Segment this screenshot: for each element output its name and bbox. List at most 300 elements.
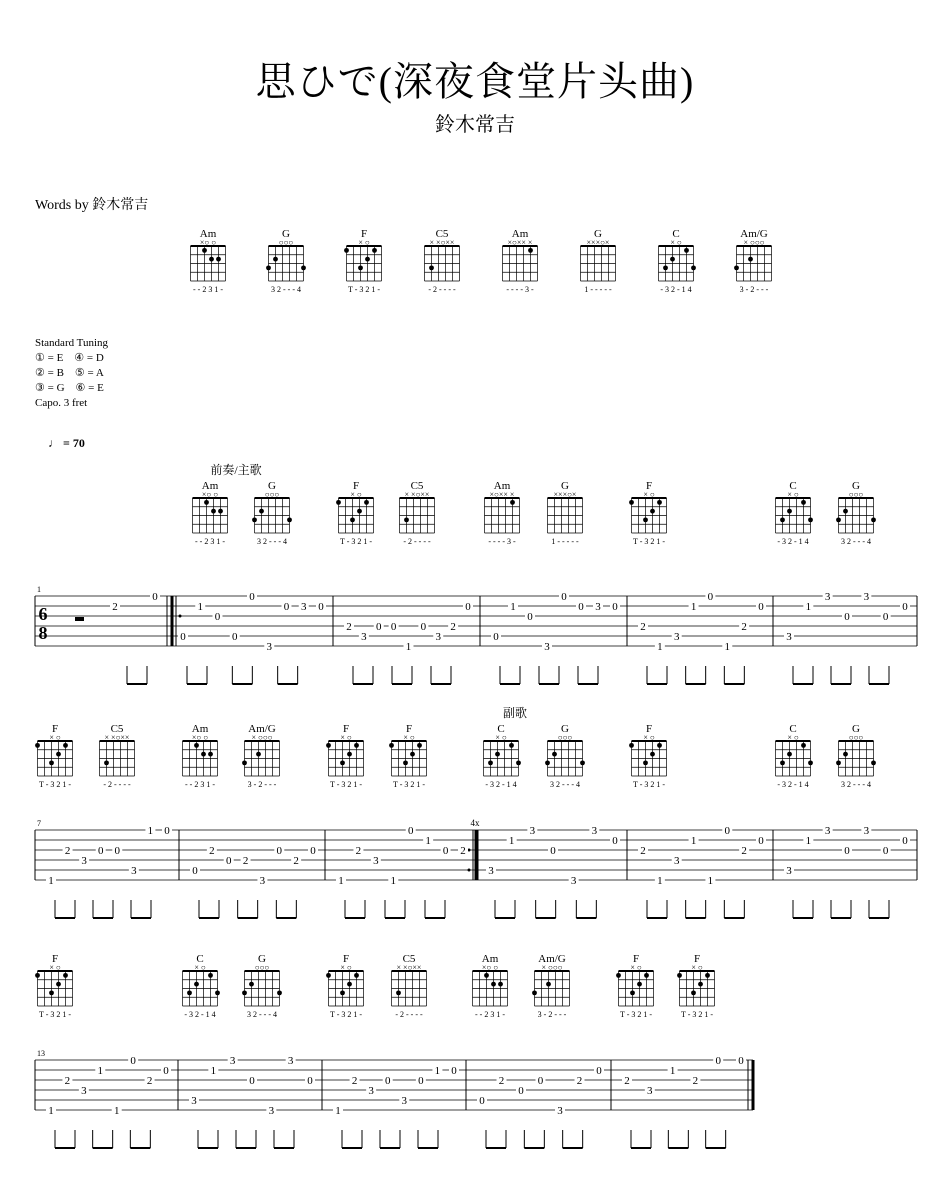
- chord-name: G: [561, 480, 569, 492]
- fret-number: 2: [351, 1075, 358, 1087]
- chord-finger-dot: [63, 973, 68, 978]
- chord-diagram: [776, 723, 813, 789]
- fret-number: 0: [376, 621, 382, 633]
- chord-finger-dot: [208, 973, 213, 978]
- chord-diagram: [485, 480, 520, 546]
- fret-number: 1: [508, 835, 515, 847]
- chord-name: G: [282, 228, 290, 240]
- chord-name: C: [196, 953, 204, 965]
- chord-name: C5: [110, 723, 124, 735]
- chord-finger-dot: [801, 500, 806, 505]
- fret-number: 0: [276, 845, 283, 857]
- chord-finger-dot: [347, 752, 352, 757]
- fret-number: 1: [510, 601, 516, 613]
- chord-finger-dot: [365, 257, 370, 262]
- fret-number: 0: [882, 611, 889, 623]
- chord-string-markers: ○○○: [848, 733, 864, 742]
- chord-finger-dot: [344, 248, 349, 253]
- chord-diagram: [734, 228, 771, 294]
- fret-number: 2: [242, 855, 249, 867]
- chord-name: C5: [435, 228, 449, 240]
- chord-diagram: [242, 953, 282, 1019]
- fret-number: 2: [741, 845, 747, 857]
- fret-number: 2: [355, 845, 362, 857]
- chord-finger-numbers: T - 3 2 1 -: [392, 780, 426, 789]
- chord-diagram: [836, 480, 876, 546]
- chord-finger-dot: [194, 982, 199, 987]
- fret-number: 3: [786, 631, 792, 643]
- chord-name: G: [852, 480, 860, 492]
- fret-number: 0: [596, 1065, 602, 1077]
- chord-finger-dot: [403, 760, 408, 765]
- chord-finger-dot: [684, 248, 689, 253]
- chord-string-markers: × ○: [350, 490, 362, 499]
- fret-number: 0: [249, 1075, 255, 1087]
- fret-number: 3: [529, 825, 536, 837]
- chord-finger-dot: [836, 517, 841, 522]
- fret-number: 3: [361, 631, 367, 643]
- fret-number: 0: [407, 825, 414, 837]
- chord-diagram: [484, 723, 521, 789]
- chord-finger-dot: [104, 760, 109, 765]
- chord-finger-dot: [336, 500, 341, 505]
- measure-number: 1: [37, 585, 41, 594]
- measure-number: 13: [37, 1049, 45, 1058]
- chord-finger-numbers: - 2 - - - -: [403, 537, 431, 546]
- chord-finger-dot: [650, 752, 655, 757]
- chord-finger-numbers: 3 2 - - - 4: [841, 780, 871, 789]
- rest-symbol: [75, 617, 84, 621]
- chord-finger-numbers: 3 2 - - - 4: [271, 285, 301, 294]
- chord-finger-dot: [670, 257, 675, 262]
- chord-finger-dot: [354, 743, 359, 748]
- chord-name: C5: [410, 480, 424, 492]
- chord-finger-dot: [580, 760, 585, 765]
- chord-name: F: [405, 723, 413, 735]
- chord-finger-dot: [657, 500, 662, 505]
- tuning-label: Standard Tuning: [35, 337, 109, 349]
- chord-finger-dot: [357, 509, 362, 514]
- fret-number: 0: [390, 621, 397, 633]
- chord-finger-numbers: T - 3 2 1 -: [619, 1010, 653, 1019]
- chord-finger-numbers: - - 2 3 1 -: [195, 537, 225, 546]
- chord-string-markers: × ○: [630, 963, 642, 972]
- chord-name: F: [352, 480, 360, 492]
- fret-number: 0: [518, 1085, 524, 1097]
- chord-finger-numbers: - 3 2 - 1 4: [777, 780, 809, 789]
- chord-string-markers: × ○: [340, 733, 352, 742]
- fret-number: 0: [310, 845, 316, 857]
- fret-number: 3: [266, 641, 272, 653]
- chord-finger-dot: [801, 743, 806, 748]
- words-credit: Words by 鈴木常吉: [35, 198, 149, 213]
- chord-name: C: [672, 228, 680, 240]
- chord-finger-numbers: T - 3 2 1 -: [38, 780, 72, 789]
- fret-number: 2: [741, 621, 747, 633]
- tuning-string: ③ = G: [35, 382, 65, 394]
- chord-finger-numbers: - 2 - - - -: [103, 780, 131, 789]
- chord-name: Am: [199, 228, 217, 240]
- fret-number: 1: [805, 601, 812, 613]
- chord-finger-dot: [528, 248, 533, 253]
- chord-diagram: [193, 480, 228, 546]
- chord-name: G: [268, 480, 276, 492]
- fret-number: 1: [669, 1065, 676, 1077]
- chord-finger-dot: [201, 752, 206, 757]
- chord-diagram: [336, 480, 373, 546]
- fret-number: 0: [249, 591, 255, 603]
- chord-finger-dot: [404, 517, 409, 522]
- chord-diagram: [389, 723, 426, 789]
- chord-finger-dot: [340, 990, 345, 995]
- fret-number: 0: [550, 845, 556, 857]
- fret-number: 3: [435, 631, 441, 643]
- chord-finger-dot: [56, 752, 61, 757]
- chord-string-markers: × ×○××: [396, 963, 422, 972]
- chord-diagram: [35, 953, 72, 1019]
- fret-number: 0: [192, 865, 198, 877]
- chord-name: Am/G: [248, 723, 276, 735]
- fret-number: 0: [232, 631, 238, 643]
- chord-string-markers: × ○○○: [251, 733, 273, 742]
- chord-finger-dot: [808, 517, 813, 522]
- fret-number: 0: [738, 1055, 744, 1067]
- chord-diagram: [183, 723, 218, 789]
- tuning-string: ⑥ = E: [75, 382, 104, 394]
- fret-number: 3: [863, 825, 870, 837]
- chord-finger-dot: [545, 760, 550, 765]
- fret-number: 0: [451, 1065, 457, 1077]
- chord-finger-dot: [677, 973, 682, 978]
- quarter-note-icon: ♩: [48, 436, 60, 450]
- fret-number: 3: [647, 1085, 653, 1097]
- chord-diagram: [252, 480, 292, 546]
- fret-number: 0: [707, 591, 714, 603]
- chord-name: Am: [493, 480, 511, 492]
- chord-finger-dot: [657, 743, 662, 748]
- chord-finger-dot: [644, 973, 649, 978]
- chord-finger-dot: [372, 248, 377, 253]
- chord-string-markers: × ○○○: [743, 238, 765, 247]
- chord-finger-dot: [808, 760, 813, 765]
- chord-diagram: [659, 228, 696, 294]
- chord-diagram: [677, 953, 714, 1019]
- fret-number: 0: [578, 601, 584, 613]
- fret-number: 3: [824, 825, 831, 837]
- fret-number: 2: [498, 1075, 505, 1087]
- chord-string-markers: ×○ ○: [199, 238, 217, 247]
- chord-name: F: [360, 228, 368, 240]
- fret-number: 1: [724, 641, 731, 653]
- fret-number: 0: [97, 845, 104, 857]
- chord-finger-dot: [410, 752, 415, 757]
- chord-diagram: [266, 228, 306, 294]
- fret-number: 0: [442, 845, 449, 857]
- chord-finger-dot: [35, 973, 40, 978]
- chord-finger-dot: [629, 743, 634, 748]
- chord-name: F: [342, 723, 350, 735]
- chord-name: C: [789, 723, 797, 735]
- fret-number: 0: [152, 591, 158, 603]
- chord-name: Am: [481, 953, 499, 965]
- chord-finger-numbers: T - 3 2 1 -: [329, 1010, 363, 1019]
- chord-name: C5: [402, 953, 416, 965]
- chord-finger-dot: [396, 990, 401, 995]
- fret-number: 0: [844, 611, 850, 623]
- chord-finger-dot: [56, 982, 61, 987]
- fret-number: 3: [673, 631, 680, 643]
- section-label: 副歌: [502, 706, 528, 720]
- fret-number: 3: [373, 855, 379, 867]
- fret-number: 1: [434, 1065, 441, 1077]
- fret-number: 1: [690, 835, 697, 847]
- chord-name: Am: [191, 723, 209, 735]
- chord-finger-dot: [216, 257, 221, 262]
- fret-number: 3: [824, 591, 831, 603]
- song-title: 思ひで(深夜食堂片头曲): [255, 59, 695, 104]
- chord-diagram: [183, 953, 220, 1019]
- time-signature-bottom: 8: [38, 623, 48, 643]
- chord-diagram: [473, 953, 508, 1019]
- chord-string-markers: × ○: [643, 490, 655, 499]
- chord-string-markers: ○○○: [848, 490, 864, 499]
- fret-number: 0: [902, 835, 908, 847]
- chord-finger-numbers: 3 - 2 - - -: [247, 780, 277, 789]
- chord-finger-dot: [650, 509, 655, 514]
- fret-number: 1: [405, 641, 412, 653]
- chord-diagram: [548, 480, 583, 546]
- chord-diagram: [532, 953, 569, 1019]
- fret-number: 1: [657, 641, 663, 653]
- chord-string-markers: ×××○×: [553, 490, 577, 499]
- chord-diagram: [344, 228, 381, 294]
- fret-number: 3: [131, 865, 137, 877]
- fret-number: 0: [318, 601, 324, 613]
- chord-diagram: [545, 723, 585, 789]
- chord-finger-dot: [429, 265, 434, 270]
- fret-number: 1: [707, 875, 714, 887]
- fret-number: 3: [368, 1085, 374, 1097]
- chord-name: Am: [511, 228, 529, 240]
- chord-finger-dot: [194, 743, 199, 748]
- chord-finger-dot: [510, 500, 515, 505]
- chord-finger-numbers: - - 2 3 1 -: [193, 285, 223, 294]
- chord-finger-dot: [389, 743, 394, 748]
- chord-string-markers: ×××○×: [586, 238, 610, 247]
- fret-number: 0: [384, 1075, 391, 1087]
- chord-finger-dot: [484, 973, 489, 978]
- chord-finger-dot: [698, 982, 703, 987]
- chord-string-markers: × ○: [49, 733, 61, 742]
- chord-name: G: [852, 723, 860, 735]
- chord-finger-dot: [871, 517, 876, 522]
- chord-diagram: [425, 228, 460, 294]
- tuning-string: ① = E: [35, 352, 64, 364]
- chord-string-markers: × ○: [403, 733, 415, 742]
- fret-number: 3: [591, 825, 598, 837]
- chord-string-markers: × ○: [691, 963, 703, 972]
- chord-finger-dot: [871, 760, 876, 765]
- fret-number: 0: [307, 1075, 313, 1087]
- chord-finger-dot: [259, 509, 264, 514]
- chord-finger-dot: [691, 265, 696, 270]
- fret-number: 3: [863, 591, 870, 603]
- fret-number: 2: [450, 621, 456, 633]
- measure-number: 7: [37, 819, 41, 828]
- fret-number: 3: [229, 1055, 236, 1067]
- chord-string-markers: ○○○: [264, 490, 280, 499]
- fret-number: 1: [113, 1105, 120, 1117]
- chord-finger-numbers: 3 - 2 - - -: [537, 1010, 567, 1019]
- fret-number: 1: [425, 835, 431, 847]
- fret-number: 2: [640, 621, 646, 633]
- chord-name: F: [51, 723, 59, 735]
- chord-finger-dot: [63, 743, 68, 748]
- chord-string-markers: ×○×× ×: [507, 238, 533, 247]
- chord-name: G: [258, 953, 266, 965]
- chord-finger-dot: [242, 990, 247, 995]
- chord-finger-dot: [630, 990, 635, 995]
- fret-number: 0: [902, 601, 908, 613]
- chord-finger-dot: [509, 743, 514, 748]
- chord-diagram: [616, 953, 653, 1019]
- chord-finger-dot: [498, 982, 503, 987]
- tuning-string: ⑤ = A: [74, 367, 104, 379]
- chord-finger-dot: [705, 973, 710, 978]
- fret-number: 0: [214, 611, 221, 623]
- chord-string-markers: × ○: [495, 733, 507, 742]
- chord-finger-dot: [643, 760, 648, 765]
- fret-number: 0: [724, 825, 731, 837]
- fret-number: 0: [493, 631, 499, 643]
- chord-finger-numbers: - - - - 3 -: [488, 537, 516, 546]
- chord-string-markers: × ×○××: [429, 238, 455, 247]
- tempo-value: = 70: [63, 436, 85, 450]
- chord-finger-dot: [340, 760, 345, 765]
- chord-string-markers: × ○: [643, 733, 655, 742]
- fret-number: 3: [191, 1095, 197, 1107]
- chord-finger-dot: [273, 257, 278, 262]
- fret-number: 2: [112, 601, 118, 613]
- chord-finger-dot: [266, 265, 271, 270]
- chord-string-markers: × ○: [787, 733, 799, 742]
- chord-finger-dot: [218, 509, 223, 514]
- chord-finger-dot: [208, 752, 213, 757]
- chord-string-markers: ×○ ○: [201, 490, 219, 499]
- fret-number: 2: [64, 845, 71, 857]
- chord-finger-dot: [734, 265, 739, 270]
- chord-string-markers: ○○○: [557, 733, 573, 742]
- chord-finger-dot: [215, 990, 220, 995]
- chord-finger-numbers: 3 - 2 - - -: [739, 285, 769, 294]
- chord-finger-numbers: 3 2 - - - 4: [257, 537, 287, 546]
- fret-number: 2: [692, 1075, 699, 1087]
- chord-finger-numbers: - - - - 3 -: [506, 285, 534, 294]
- chord-name: G: [594, 228, 602, 240]
- fret-number: 3: [268, 1105, 275, 1117]
- fret-number: 0: [715, 1055, 721, 1067]
- chord-name: F: [342, 953, 350, 965]
- section-label: 前奏/主歌: [210, 463, 262, 477]
- chord-finger-numbers: 3 2 - - - 4: [247, 1010, 277, 1019]
- chord-finger-numbers: - 3 2 - 1 4: [184, 1010, 216, 1019]
- chord-diagram: [400, 480, 435, 546]
- chord-finger-dot: [495, 752, 500, 757]
- fret-number: 0: [612, 601, 618, 613]
- fret-number: 1: [48, 1105, 54, 1117]
- capo-label: Capo. 3 fret: [35, 397, 88, 409]
- chord-finger-dot: [256, 752, 261, 757]
- chord-name: C: [497, 723, 505, 735]
- chord-finger-dot: [488, 760, 493, 765]
- chord-finger-dot: [35, 743, 40, 748]
- chord-finger-dot: [187, 990, 192, 995]
- fret-number: 0: [612, 835, 618, 847]
- chord-finger-dot: [49, 760, 54, 765]
- tuning-string: ② = B: [35, 367, 64, 379]
- chord-string-markers: × ○: [787, 490, 799, 499]
- fret-number: 3: [488, 865, 494, 877]
- chord-name: Am/G: [538, 953, 566, 965]
- chord-finger-dot: [780, 517, 785, 522]
- fret-number: 3: [570, 875, 577, 887]
- time-signature-top: 6: [38, 604, 48, 624]
- chord-diagram: [581, 228, 616, 294]
- chord-diagram: [35, 723, 72, 789]
- fret-number: 1: [805, 835, 812, 847]
- fret-number: 0: [537, 1075, 544, 1087]
- chord-string-markers: × ○: [358, 238, 370, 247]
- fret-number: 1: [210, 1065, 217, 1077]
- chord-string-markers: × ○: [194, 963, 206, 972]
- fret-number: 0: [180, 631, 186, 643]
- fret-number: 3: [595, 601, 601, 613]
- chord-finger-dot: [663, 265, 668, 270]
- tuning-string: ④ = D: [74, 352, 104, 364]
- composer-name: 鈴木常吉: [435, 114, 515, 136]
- fret-number: 1: [690, 601, 697, 613]
- fret-number: 2: [460, 845, 466, 857]
- chord-finger-numbers: T - 3 2 1 -: [347, 285, 381, 294]
- fret-number: 0: [420, 621, 427, 633]
- chord-diagram: [629, 480, 666, 546]
- chord-finger-dot: [637, 982, 642, 987]
- chord-string-markers: ×○×× ×: [489, 490, 515, 499]
- chord-finger-numbers: - - 2 3 1 -: [475, 1010, 505, 1019]
- chord-diagram: [836, 723, 876, 789]
- chord-diagram: [629, 723, 666, 789]
- fret-number: 1: [338, 875, 344, 887]
- fret-number: 0: [882, 845, 889, 857]
- chord-finger-numbers: 3 2 - - - 4: [841, 537, 871, 546]
- chord-finger-dot: [748, 257, 753, 262]
- chord-finger-numbers: T - 3 2 1 -: [339, 537, 373, 546]
- chord-name: G: [561, 723, 569, 735]
- chord-finger-numbers: - 3 2 - 1 4: [485, 780, 517, 789]
- fret-number: 0: [114, 845, 121, 857]
- fret-number: 2: [640, 845, 646, 857]
- fret-number: 3: [287, 1055, 294, 1067]
- chord-finger-dot: [836, 760, 841, 765]
- chord-finger-dot: [287, 517, 292, 522]
- chord-diagram: [191, 228, 226, 294]
- chord-finger-dot: [643, 517, 648, 522]
- chord-diagram: [242, 723, 279, 789]
- chord-finger-dot: [629, 500, 634, 505]
- chord-string-markers: × ○: [340, 963, 352, 972]
- chord-diagram: [326, 953, 363, 1019]
- chord-string-markers: ○○○: [254, 963, 270, 972]
